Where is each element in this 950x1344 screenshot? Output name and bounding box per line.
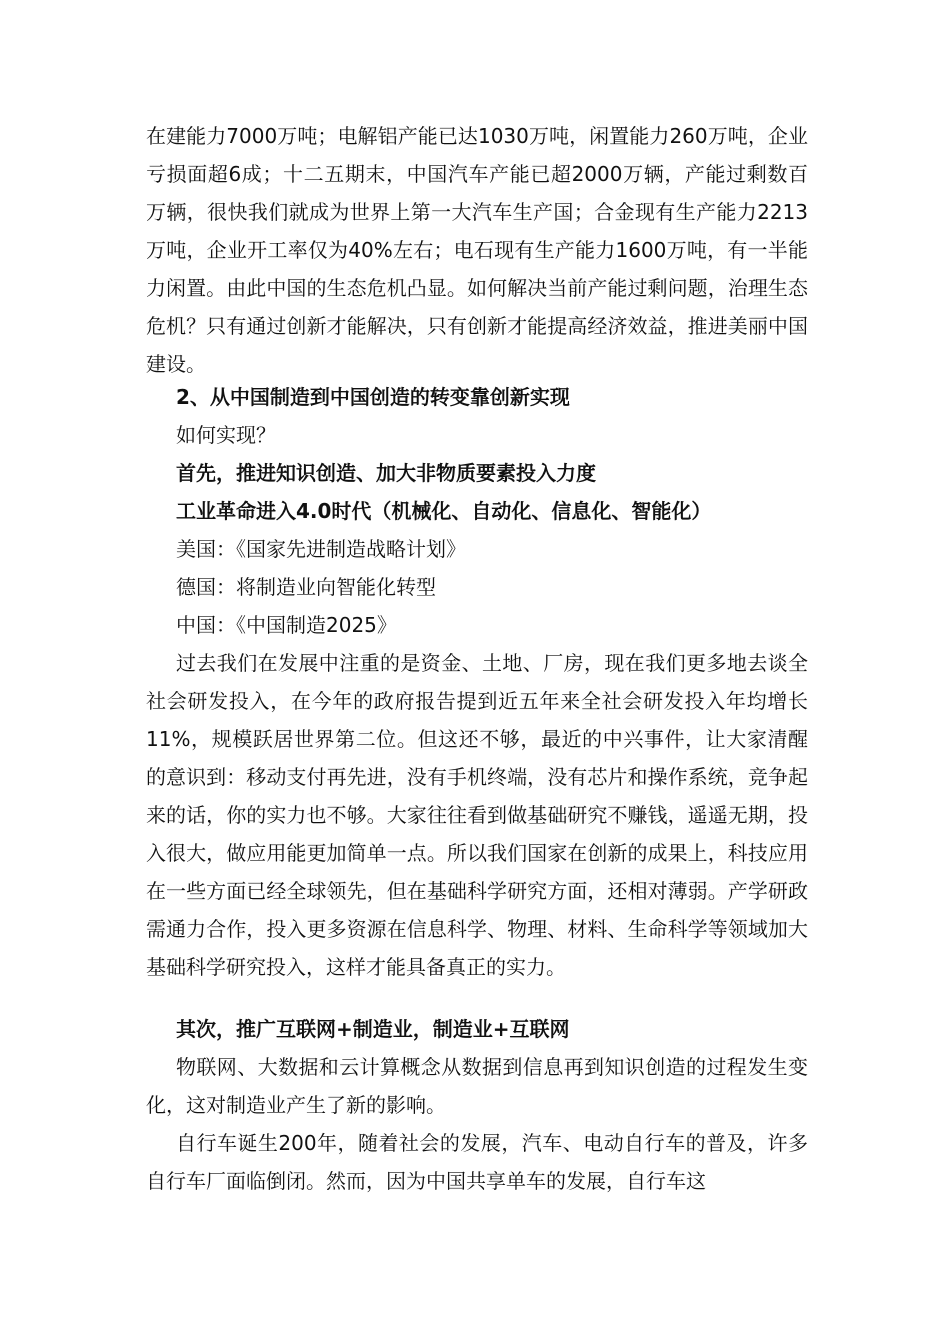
china-plan-line: 中国：《中国制造2025》 <box>176 613 397 637</box>
usa-plan-line: 美国：《国家先进制造战略计划》 <box>176 537 466 561</box>
question-line: 如何实现？ <box>176 423 276 447</box>
paragraph-iot: 物联网、大数据和云计算概念从数据到信息再到知识创造的过程发生变化，这对制造业产生了新的影响。 <box>146 1055 808 1117</box>
paragraph-overcapacity: 在建能力7000万吨；电解铝产能已达1030万吨，闲置能力260万吨，企业亏损面超6成；十二五期末，中国汽车产能已超2000万辆，产能过剩数百万辆，很快我们就成为世界上第一大汽车生产国；合金现有生产能力2213万吨，企业开工率仅为40%左右；电石现有生产能力1600万吨，有一半能力闲置。由此中国的生态危机凸显。如何解决当前产能过剩问题，治理生态危机？只有通过创新才能解决，只有创新才能提高经济效益，推进美丽中国建设。 <box>146 124 808 376</box>
section-heading-2: 2、从中国制造到中国创造的转变靠创新实现 <box>176 385 570 409</box>
industry-4-line: 工业革命进入4.0时代（机械化、自动化、信息化、智能化） <box>176 499 712 523</box>
second-point-heading: 其次，推广互联网+制造业，制造业+互联网 <box>176 1017 570 1041</box>
paragraph-bicycle: 自行车诞生200年，随着社会的发展，汽车、电动自行车的普及，许多自行车厂面临倒闭。然而，因为中国共享单车的发展，自行车这 <box>146 1131 808 1193</box>
paragraph-rd-investment: 过去我们在发展中注重的是资金、土地、厂房，现在我们更多地去谈全社会研发投入，在今年的政府报告提到近五年来全社会研发投入年均增长11%，规模跃居世界第二位。但这还不够，最近的中兴事件，让大家清醒的意识到：移动支付再先进，没有手机终端，没有芯片和操作系统，竞争起来的话，你的实力也不够。大家往往看到做基础研究不赚钱，遥遥无期，投入很大，做应用能更加简单一点。所以我们国家在创新的成果上，科技应用在一些方面已经全球领先，但在基础科学研究方面，还相对薄弱。产学研政需通力合作，投入更多资源在信息科学、物理、材料、生命科学等领域加大基础科学研究投入，这样才能具备真正的实力。 <box>146 651 808 979</box>
germany-plan-line: 德国：将制造业向智能化转型 <box>176 575 436 599</box>
first-point-heading: 首先，推进知识创造、加大非物质要素投入力度 <box>176 461 596 485</box>
